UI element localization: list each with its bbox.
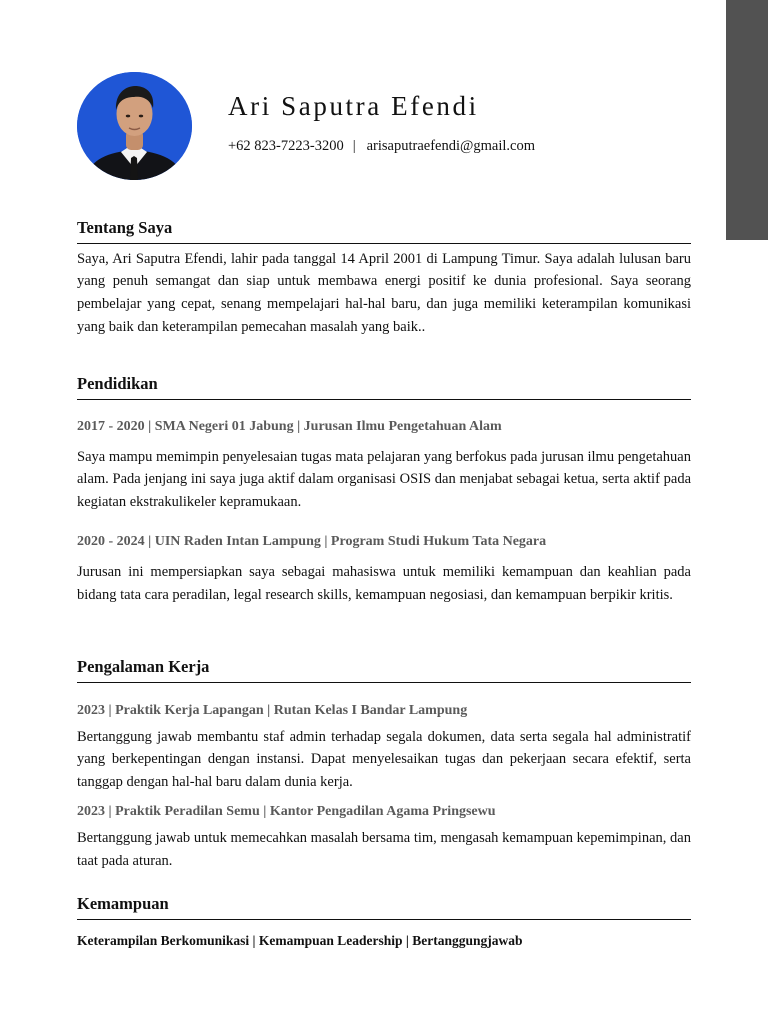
experience-heading: Pengalaman Kerja (77, 657, 691, 683)
contact-separator: | (352, 138, 356, 154)
email-address: arisaputraefendi@gmail.com (366, 138, 535, 154)
education-entry (77, 419, 691, 514)
experience-entry (77, 703, 691, 794)
experience-entry-title: 2023 | Praktik Peradilan Semu | Kantor Pengadilan Agama Pringsewu (77, 804, 496, 820)
education-entry-title: 2017 - 2020 | SMA Negeri 01 Jabung | Jurusan Ilmu Pengetahuan Alam (77, 418, 502, 434)
about-text: Saya, Ari Saputra Efendi, lahir pada tanggal 14 April 2001 di Lampung Timur. Saya adalah lulusan baru yang penuh semangat dan siap untuk membawa energi positif ke dunia profesional. Saya seorang pembelajar yang cepat, senang mempelajari hal-hal baru, dan juga memiliki keterampilan komunikasi yang baik dan keterampilan pemecahan masalah yang baik.. (77, 250, 691, 335)
skills-section (77, 894, 691, 949)
side-accent-bar (726, 0, 768, 240)
experience-section (77, 657, 691, 872)
about-section (77, 218, 691, 338)
experience-entry-text: Bertanggung jawab untuk memecahkan masalah bersama tim, mengasah kemampuan kepemimpinan, dan taat pada aturan. (77, 830, 691, 869)
education-section (77, 374, 691, 606)
avatar (77, 72, 192, 180)
experience-entry-text: Bertanggung jawab membantu staf admin terhadap segala dokumen, data serta segala hal administratif yang berkepentingan dengan instansi. Dapat menyelesaikan tugas dan pekerjaan secara efektif, serta tanggap dengan hal-hal baru dalam dunia kerja. (77, 728, 691, 790)
phone-number: +62 823-7223-3200 (228, 138, 344, 154)
skills-list: Keterampilan Berkomunikasi | Kemampuan Leadership | Bertanggungjawab (77, 932, 523, 948)
education-heading: Pendidikan (77, 374, 691, 400)
education-entry (77, 534, 691, 606)
experience-entry-title: 2023 | Praktik Kerja Lapangan | Rutan Kelas I Bandar Lampung (77, 702, 468, 718)
education-entry-title: 2020 - 2024 | UIN Raden Intan Lampung | Program Studi Hukum Tata Negara (77, 534, 547, 550)
contact-line (228, 138, 535, 155)
about-heading: Tentang Saya (77, 218, 691, 244)
profile-photo (77, 72, 192, 180)
education-entry-text: Saya mampu memimpin penyelesaian tugas mata pelajaran yang berfokus pada jurusan ilmu pengetahuan alam. Pada jenjang ini saya juga aktif dalam organisasi OSIS dan menjabat sebagai ketua, serta aktif pada kegiatan ekstrakulikeler kepramukaan. (77, 448, 691, 510)
experience-entry (77, 804, 691, 872)
education-entry-text: Jurusan ini mempersiapkan saya sebagai mahasiswa untuk memiliki kemampuan dan keahlian pada bidang tata cara peradilan, legal research skills, kemampuan negosiasi, dan kemampuan berpikir kritis. (77, 564, 691, 603)
candidate-name: Ari Saputra Efendi (228, 91, 479, 121)
skills-heading: Kemampuan (77, 894, 691, 920)
